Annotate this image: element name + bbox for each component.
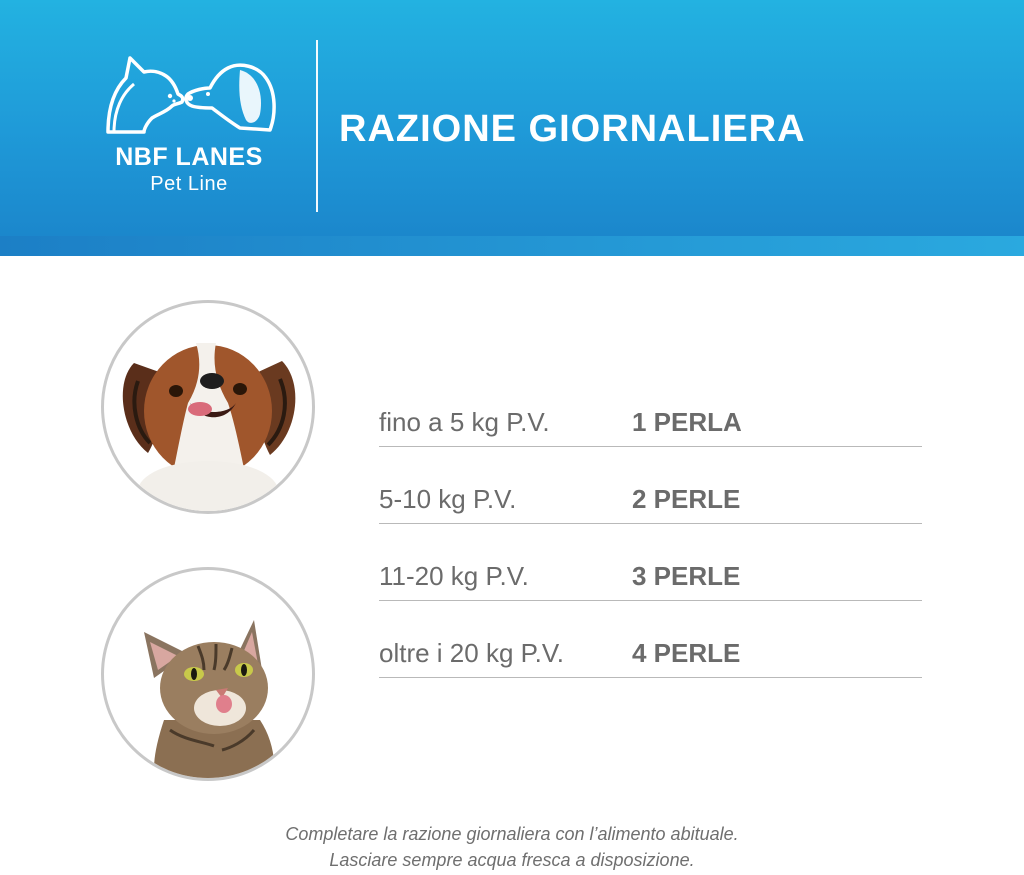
dog-illustration: [104, 303, 312, 511]
dose-amount: 2 PERLE: [632, 484, 741, 514]
header-divider: [316, 40, 318, 212]
header-banner: [0, 0, 1024, 236]
dose-amount: 1 PERLA: [632, 407, 742, 437]
dose-row: [379, 631, 922, 678]
dose-amount: 4 PERLE: [632, 638, 741, 668]
footer-note: Lasciare sempre acqua fresca a disposizione.: [329, 850, 695, 870]
cat-photo: [101, 567, 315, 781]
footer-note: Completare la razione giornaliera con l’alimento abituale.: [285, 824, 739, 844]
dose-row: [379, 554, 922, 601]
dose-row: [379, 400, 922, 447]
cat-dog-logo-icon: [100, 52, 280, 136]
dose-weight: 11-20 kg P.V.: [379, 561, 529, 591]
page-title: RAZIONE GIORNALIERA: [339, 108, 806, 150]
dose-amount: 3 PERLE: [632, 561, 741, 591]
dose-weight: oltre i 20 kg P.V.: [379, 638, 565, 668]
dog-photo: [101, 300, 315, 514]
brand-subtitle: Pet Line: [150, 173, 228, 195]
cat-illustration: [104, 570, 312, 778]
dose-weight: 5-10 kg P.V.: [379, 484, 517, 514]
header-stripe: [0, 236, 1024, 256]
dose-weight: fino a 5 kg P.V.: [379, 407, 550, 437]
brand-name: NBF LANES: [115, 143, 263, 171]
dose-row: [379, 477, 922, 524]
